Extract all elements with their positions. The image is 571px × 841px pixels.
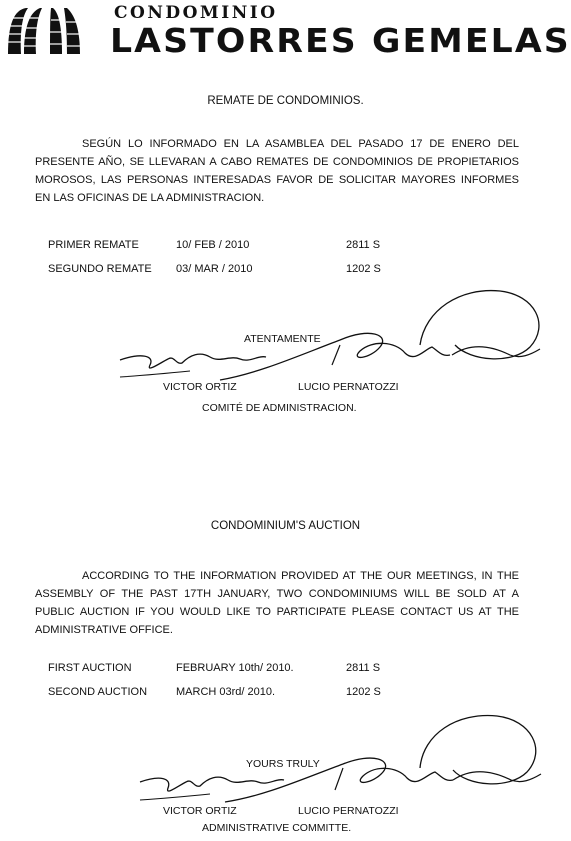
english-closing: YOURS TRULY bbox=[246, 758, 320, 770]
english-paragraph bbox=[35, 567, 519, 639]
spanish-signer-1: VICTOR ORTIZ bbox=[163, 381, 237, 393]
spanish-paragraph-text: SEGÚN LO INFORMADO EN LA ASAMBLEA DEL PASADO 17 DE ENERO DEL PRESENTE AÑO, SE LLEVARAN A CABO REMATES DE CONDOMINIOS DE PROPIETARIOS MOROSOS, LAS PERSONAS INTERESADAS FAVOR DE SOLICITAR MAYORES INFORMES EN LAS OFICINAS DE LA ADMINISTRACION. bbox=[35, 138, 519, 204]
spanish-row-1-label: PRIMER REMATE bbox=[48, 239, 139, 251]
english-row-2-date: MARCH 03rd/ 2010. bbox=[176, 686, 276, 698]
spanish-signer-2: LUCIO PERNATOZZI bbox=[298, 381, 399, 393]
spanish-row-2-unit: 1202 S bbox=[346, 263, 381, 275]
english-row-1-unit: 2811 S bbox=[346, 662, 381, 674]
english-signer-2: LUCIO PERNATOZZI bbox=[298, 805, 399, 817]
spanish-title: REMATE DE CONDOMINIOS. bbox=[207, 95, 364, 107]
english-row-1-label: FIRST AUCTION bbox=[48, 662, 132, 674]
spanish-paragraph bbox=[35, 135, 519, 207]
english-title: CONDOMINIUM'S AUCTION bbox=[210, 520, 361, 532]
spanish-row-1-unit: 2811 S bbox=[346, 239, 381, 251]
english-paragraph-text: ACCORDING TO THE INFORMATION PROVIDED AT THE OUR MEETINGS, IN THE ASSEMBLY OF THE PAST 17TH JANUARY, TWO CONDOMINIUMS WILL BE SOLD AT A PUBLIC AUCTION IF YOU WOULD LIKE TO PARTICIPATE PLEASE CONTACT US AT THE ADMINISTRATIVE OFFICE. bbox=[35, 570, 519, 636]
signature-lucio-pernatozzi-2 bbox=[225, 712, 560, 812]
english-row-2-unit: 1202 S bbox=[346, 686, 381, 698]
spanish-row-1-date: 10/ FEB / 2010 bbox=[176, 239, 250, 251]
spanish-row-2-label: SEGUNDO REMATE bbox=[48, 263, 152, 275]
english-signer-1: VICTOR ORTIZ bbox=[163, 805, 237, 817]
signature-lucio-pernatozzi-1 bbox=[220, 285, 560, 385]
english-committee: ADMINISTRATIVE COMMITTE. bbox=[202, 822, 352, 834]
condominium-logo-icon bbox=[4, 4, 84, 56]
english-row-1-date: FEBRUARY 10th/ 2010. bbox=[176, 662, 294, 674]
logo-top-text: CONDOMINIO bbox=[114, 3, 278, 23]
english-row-2-label: SECOND AUCTION bbox=[48, 686, 148, 698]
spanish-row-2-date: 03/ MAR / 2010 bbox=[176, 263, 253, 275]
spanish-closing: ATENTAMENTE bbox=[244, 333, 321, 345]
spanish-committee: COMITÉ DE ADMINISTRACION. bbox=[202, 402, 357, 414]
logo-main-text: LASTORRES GEMELAS bbox=[110, 21, 571, 60]
